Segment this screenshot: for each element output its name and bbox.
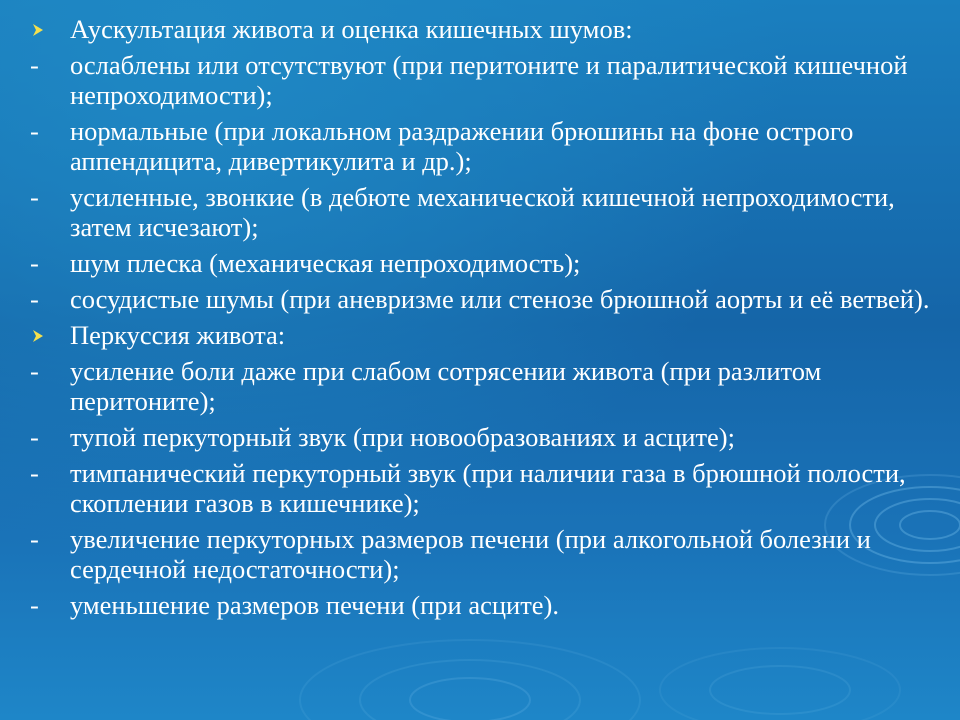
dash-marker: -: [30, 182, 39, 212]
list-item-text: тимпанический перкуторный звук (при наличии газа в брюшной полости, скоплении газов в кишечнике);: [70, 458, 906, 518]
list-item: [30, 50, 950, 110]
chevron-right-icon: [30, 320, 70, 350]
list-item: [30, 248, 950, 278]
list-item: [30, 422, 950, 452]
list-item: [30, 320, 950, 350]
list-item-text: ослаблены или отсутствуют (при перитоните и паралитической кишечной непроходимости);: [70, 50, 908, 110]
dash-marker: -: [30, 422, 39, 452]
list-item: [30, 524, 950, 584]
dash-marker: -: [30, 356, 39, 386]
dash-marker: -: [30, 524, 39, 554]
list-item: [30, 116, 950, 176]
dash-marker: -: [30, 590, 39, 620]
chevron-right-icon: [30, 14, 70, 44]
list-item: [30, 14, 950, 44]
list-item-text: шум плеска (механическая непроходимость);: [70, 248, 581, 278]
list-item-text: нормальные (при локальном раздражении брюшины на фоне острого аппендицита, дивертикулита и др.);: [70, 116, 854, 176]
dash-marker: -: [30, 248, 39, 278]
dash-marker: -: [30, 284, 39, 314]
list-item: [30, 356, 950, 416]
list-item: [30, 458, 950, 518]
list-item: [30, 590, 950, 620]
list-item-text: сосудистые шумы (при аневризме или стенозе брюшной аорты и её ветвей).: [70, 284, 930, 314]
bullet-list: [30, 14, 950, 626]
dash-marker: -: [30, 50, 39, 80]
list-item: [30, 182, 950, 242]
list-item-text: усиленные, звонкие (в дебюте механической кишечной непроходимости, затем исчезают);: [70, 182, 895, 242]
list-item-text: тупой перкуторный звук (при новообразованиях и асците);: [70, 422, 735, 452]
dash-marker: -: [30, 116, 39, 146]
list-item-text: Перкуссия живота:: [70, 320, 286, 350]
list-item-text: Аускультация живота и оценка кишечных шумов:: [70, 14, 633, 44]
list-item: [30, 284, 950, 314]
list-item-text: уменьшение размеров печени (при асците).: [70, 590, 559, 620]
dash-marker: -: [30, 458, 39, 488]
list-item-text: увеличение перкуторных размеров печени (при алкогольной болезни и сердечной недостаточности);: [70, 524, 871, 584]
list-item-text: усиление боли даже при слабом сотрясении живота (при разлитом перитоните);: [70, 356, 822, 416]
